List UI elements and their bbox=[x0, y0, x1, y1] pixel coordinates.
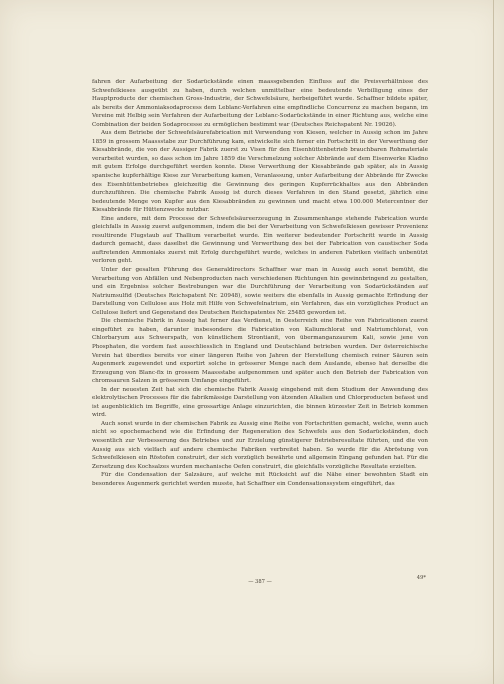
paragraph: Eine andere, mit dem Processe der Schwefelsäureerzeugung in Zusammenhange stehende Fabrication wurde gleichfalls in Aussig zuerst aufgenommen, indem die bei der Verarbeitung von Schwefelkiesen gewisser Provenienz resultirende Flugstaub auf Thallium verarbeitet wurde. Ein weiterer bedeutender Fortschritt wurde in Aussig dadurch gemacht, dass daselbst die Gewinnung und Verwerthung des bei der Fabrication von caustischer Soda auftretenden Ammoniaks zuerst mit Erfolg durchgeführt wurde, welches in anderen Fabriken vielfach unbenützt verloren geht. bbox=[92, 215, 428, 265]
page-footer bbox=[92, 575, 428, 588]
page-edge-line bbox=[493, 0, 494, 684]
paragraph: Unter der gesalten Führung des Generaldirectors Schaffner war man in Aussig auch sonst bemüht, die Verarbeitung von Abfällen und Nebenproducten nach verschiedenen Richtungen hin gewinnbringend zu gestalten, und ein Ergebniss solcher Bestrebungen war die Durchführung der Verarbeitung von Sodarückständen auf Natriumsulfid (Deutsches Reichspatent Nr. 20948), sowie weiters die ebenfalls in Aussig gemachte Erfindung der Darstellung von Cellulose aus Holz mit Hilfe von Schwefelnatrium, ein Verfahren, das ein vorzügliches Product an Cellulose liefert und Gegenstand des Deutschen Reichspatentes Nr. 25485 geworden ist. bbox=[92, 267, 428, 316]
paragraph: Auch sonst wurde in der chemischen Fabrik zu Aussig eine Reihe von Fortschritten gemacht, welche, wenn auch nicht so epochemachend wie die Erfindung der Regeneration des Schwefels aus den Sodarückständen, doch wesentlich zur Verbesserung des Betriebes und zur Erzielung günstigerer Betriebsresultate führten, und die von Aussig aus sich vielfach auf andere chemische Fabriken verbreitet haben. So wurde für die Abröstung von Schwefelkiesen ein Röstofen construirt, der sich vorzüglich bewährte und allgemein Eingang gefunden hat. Für die Zersetzung des Kochsalzes wurden mechanische Oefen construirt, die gleichfalls vorzügliche Resultate erzielten. bbox=[92, 420, 428, 470]
paragraph: fahren der Aufarbeitung der Sodarückstände einen maassgebenden Einfluss auf die Preisverhältnisse des Schwefelkieses ausgeübt zu haben, durch welchen unmittelbar eine bedeutende Verbilligung eines der Hauptproducte der chemischen Gross-Industrie, der Schwefelsäure, herbeigeführt wurde. Schaffner bildete später, als bereits der Ammoniaksodaprocess dem Leblanc-Verfahren eine empfindliche Concurrenz zu machen begann, im Vereine mit Helbig sein Verfahren der Aufarbeitung der Leblanc-Sodarückstände in einer Richtung aus, welche eine Combination der beiden Sodaprocesse zu ermöglichen bestimmt war (Deutsches Reichspatent Nr. 19026). bbox=[92, 79, 428, 128]
body-text bbox=[92, 78, 428, 488]
paragraph: Die chemische Fabrik in Aussig hat ferner das Verdienst, in Oesterreich eine Reihe von Fabricationen zuerst eingeführt zu haben, darunter insbesondere die Fabrication von Kaliumchlorat und Natriumchlorat, von Chlorbaryum aus Schwerspath, von künstlichem Strontianit, von übermanganzaurem Kali, sowie jene von Phosphaten, die vordem fast ausschliesslich in England und Deutschland betrieben wurden. Der österreichische Verein hat überdies bereits vor einer längeren Reihe von Jahren der Herstellung chemisch reiner Säuren sein Augenmerk zugewendet und exportirt solche in grösserer Menge nach dem Auslande, ebenso hat derselbe die Erzeugung von Blanc-fix in grossem Maassstabe aufgenommen und später auch den Betrieb der Fabrication von chromsauren Salzen in grösserem Umfange eingeführt. bbox=[92, 318, 428, 385]
paragraph: In der neuesten Zeit hat sich die chemische Fabrik Aussig eingehend mit dem Studium der Anwendung des elektrolytischen Processes für die fabrikmässige Darstellung von ätzenden Alkalien und Chlorproducten befasst und ist augenblicklich im Begriffe, eine grossartige Anlage einzurichten, die binnen kürzester Zeit in Betrieb kommen wird. bbox=[92, 386, 428, 419]
paragraph: Für die Condensation der Salzsäure, auf welche mit Rücksicht auf die Nähe einer bewohnten Stadt ein besonderes Augenmerk gerichtet werden musste, hat Schaffner ein Condensationssystem eingeführt, das bbox=[92, 472, 428, 487]
page-number: — 387 — bbox=[248, 579, 272, 585]
signature-mark: 49* bbox=[416, 575, 426, 581]
paragraph: Aus dem Betriebe der Schwefelsäurefabrication mit Verwendung von Kiesen, welcher in Aussig schon im Jahre 1859 in grossem Maassstabe zur Durchführung kam, entwickelte sich ferner ein Fortschritt in der Verwerthung der Kiesabbrände, die von der Aussiger Fabrik zuerst zu Visen für den Eisenhüttenbetrieb brauchbaren Rohmateriale verarbeitet wurden, so dass schon im Jahre 1859 die Verschmelzung solcher Abbrände auf dem Eisenwerke Kladno mit gutem Erfolge durchgeführt werden konnte. Diese Verwerthung der Kiesabbrände gab später, als in Aussig spanische kupferhältige Kiese zur Verarbeitung kamen, Veranlassung, unter Aufarbeitung der Abbrände für Zwecke des Eisenhüttenbetriebes gleichzeitig die Gewinnung des geringen Kupferrückhaltes aus den Abbränden durchzuführen. Die chemische Fabrik Aussig ist durch dieses Verfahren in den Stand gesetzt, jährlich eine bedeutende Menge von Kupfer aus den Kiesabbränden zu gewinnen und macht etwa 100.000 Metercentner der Kiesabbrände für Hüttenzwecke nutzbar. bbox=[92, 130, 428, 214]
